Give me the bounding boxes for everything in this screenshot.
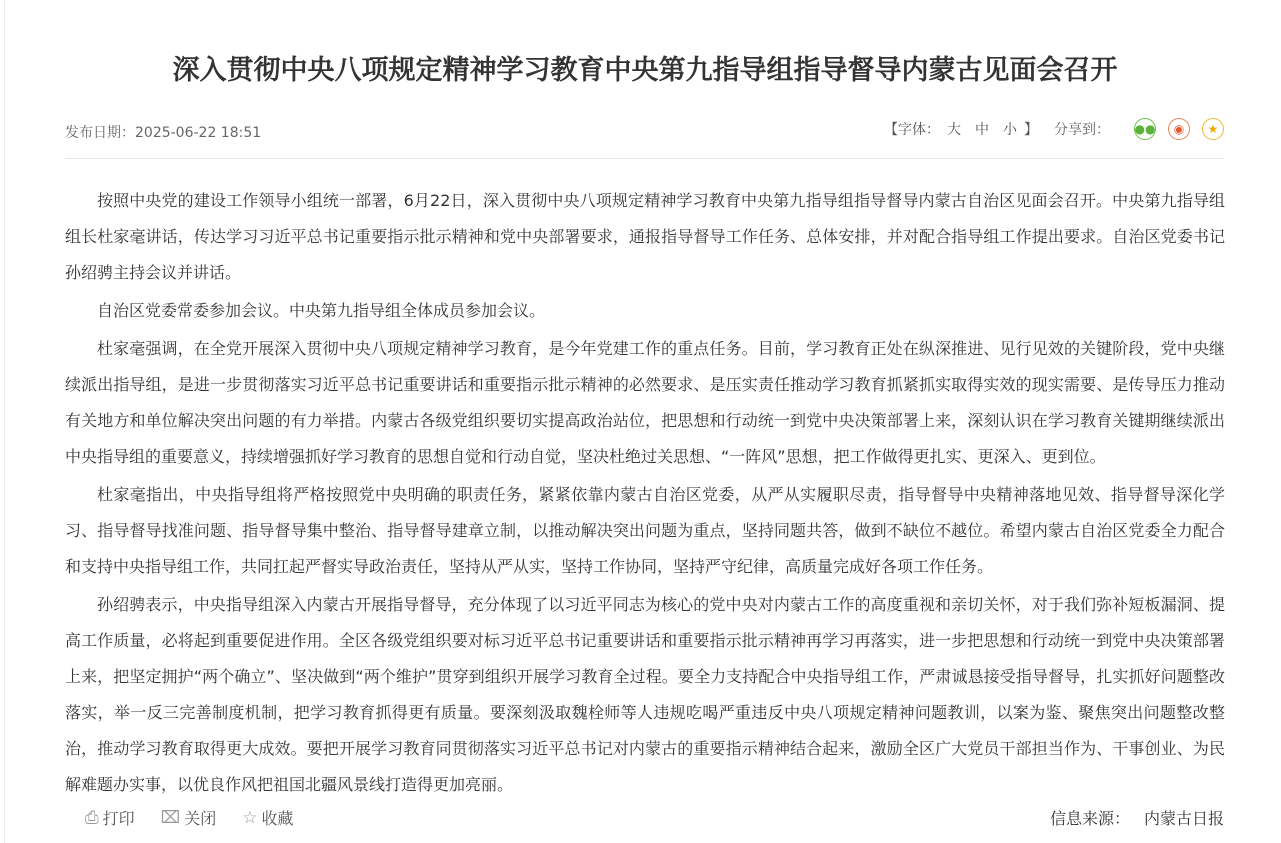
font-small-button[interactable]: 小 — [1003, 122, 1017, 138]
print-label: 打印 — [102, 809, 135, 828]
font-size-controls — [884, 119, 1038, 139]
weibo-share-icon[interactable]: ◉ — [1168, 118, 1190, 140]
article-source — [1050, 806, 1224, 829]
printer-icon: ⎙ — [85, 807, 99, 828]
font-label: 【字体： — [884, 122, 940, 138]
paragraph: 孙绍骋表示，中央指导组深入内蒙古开展指导督导，充分体现了以习近平同志为核心的党中央对内蒙古工作的高度重视和亲切关怀，对于我们弥补短板漏洞、提高工作质量，必将起到重要促进作用。全区各级党组织要对标习近平总书记重要讲话和重要指示批示精神再学习再落实，进一步把思想和行动统一到党中央决策部署上来，把坚定拥护“两个确立”、坚决做到“两个维护”贯穿到组织开展学习教育全过程。要全力支持配合中央指导组工作，严肃诚恳接受指导督导，扎实抓好问题整改落实，举一反三完善制度机制，把学习教育抓得更有质量。要深刻汲取魏栓师等人违规吃喝严重违反中央八项规定精神问题教训，以案为鉴、聚焦突出问题整改整治，推动学习教育取得更大成效。要把开展学习教育同贯彻落实习近平总书记对内蒙古的重要指示精神结合起来，激励全区广大党员干部担当作为、干事创业、为民解难题办实事，以优良作风把祖国北疆风景线打造得更加亮丽。 — [65, 595, 1225, 794]
favorite-button[interactable] — [242, 806, 293, 829]
wechat-share-icon[interactable]: ●● — [1134, 118, 1156, 140]
font-large-button[interactable]: 大 — [947, 122, 961, 138]
star-icon: ☆ — [242, 807, 258, 828]
page-border — [4, 0, 5, 843]
article-body — [65, 183, 1225, 805]
paragraph: 按照中央党的建设工作领导小组统一部署，6月22日，深入贯彻中央八项规定精神学习教育中央第九指导组指导督导内蒙古自治区见面会召开。中央第九指导组组长杜家毫讲话，传达学习习近平总书记重要指示批示精神和党中央部署要求，通报指导督导工作任务、总体安排，并对配合指导组工作提出要求。自治区党委书记孙绍骋主持会议并讲话。 — [65, 191, 1225, 282]
font-label-close: 】 — [1024, 122, 1038, 138]
article-title: 深入贯彻中央八项规定精神学习教育中央第九指导组指导督导内蒙古见面会召开 — [172, 55, 1118, 86]
publish-date — [65, 122, 261, 142]
source-value: 内蒙古日报 — [1143, 809, 1224, 828]
date-value: 2025-06-22 18:51 — [135, 125, 262, 141]
close-button[interactable] — [161, 806, 217, 829]
font-medium-button[interactable]: 中 — [975, 122, 989, 138]
close-label: 关闭 — [184, 809, 217, 828]
favorite-label: 收藏 — [261, 809, 294, 828]
print-button[interactable] — [85, 806, 135, 829]
favorite-share-icon[interactable]: ★ — [1202, 118, 1224, 140]
close-document-icon: ⌧ — [160, 807, 181, 828]
paragraph: 杜家毫强调，在全党开展深入贯彻中央八项规定精神学习教育，是今年党建工作的重点任务。目前，学习教育正处在纵深推进、见行见效的关键阶段，党中央继续派出指导组，是进一步贯彻落实习近平总书记重要讲话和重要指示批示精神的必然要求、是压实责任推动学习教育抓紧抓实取得实效的现实需要、是传导压力推动有关地方和单位解决突出问题的有力举措。内蒙古各级党组织要切实提高政治站位，把思想和行动统一到党中央决策部署上来，深刻认识在学习教育关键期继续派出中央指导组的重要意义，持续增强抓好学习教育的思想自觉和行动自觉，坚决杜绝过关思想、“一阵风”思想，把工作做得更扎实、更深入、更到位。 — [65, 339, 1225, 466]
meta-tools — [884, 118, 1224, 140]
share-label: 分享到： — [1054, 122, 1110, 138]
article-meta — [65, 118, 1224, 159]
article-actions — [85, 806, 294, 829]
date-label: 发布日期： — [65, 125, 135, 141]
paragraph: 自治区党委常委参加会议。中央第九指导组全体成员参加会议。 — [97, 301, 546, 320]
source-label: 信息来源： — [1049, 809, 1130, 828]
paragraph: 杜家毫指出，中央指导组将严格按照党中央明确的职责任务，紧紧依靠内蒙古自治区党委，从严从实履职尽责，指导督导中央精神落地见效、指导督导深化学习、指导督导找准问题、指导督导集中整治、指导督导建章立制，以推动解决突出问题为重点，坚持同题共答，做到不缺位不越位。希望内蒙古自治区党委全力配合和支持中央指导组工作，共同扛起严督实导政治责任，坚持从严从实，坚持工作协同，坚持严守纪律，高质量完成好各项工作任务。 — [65, 485, 1225, 576]
